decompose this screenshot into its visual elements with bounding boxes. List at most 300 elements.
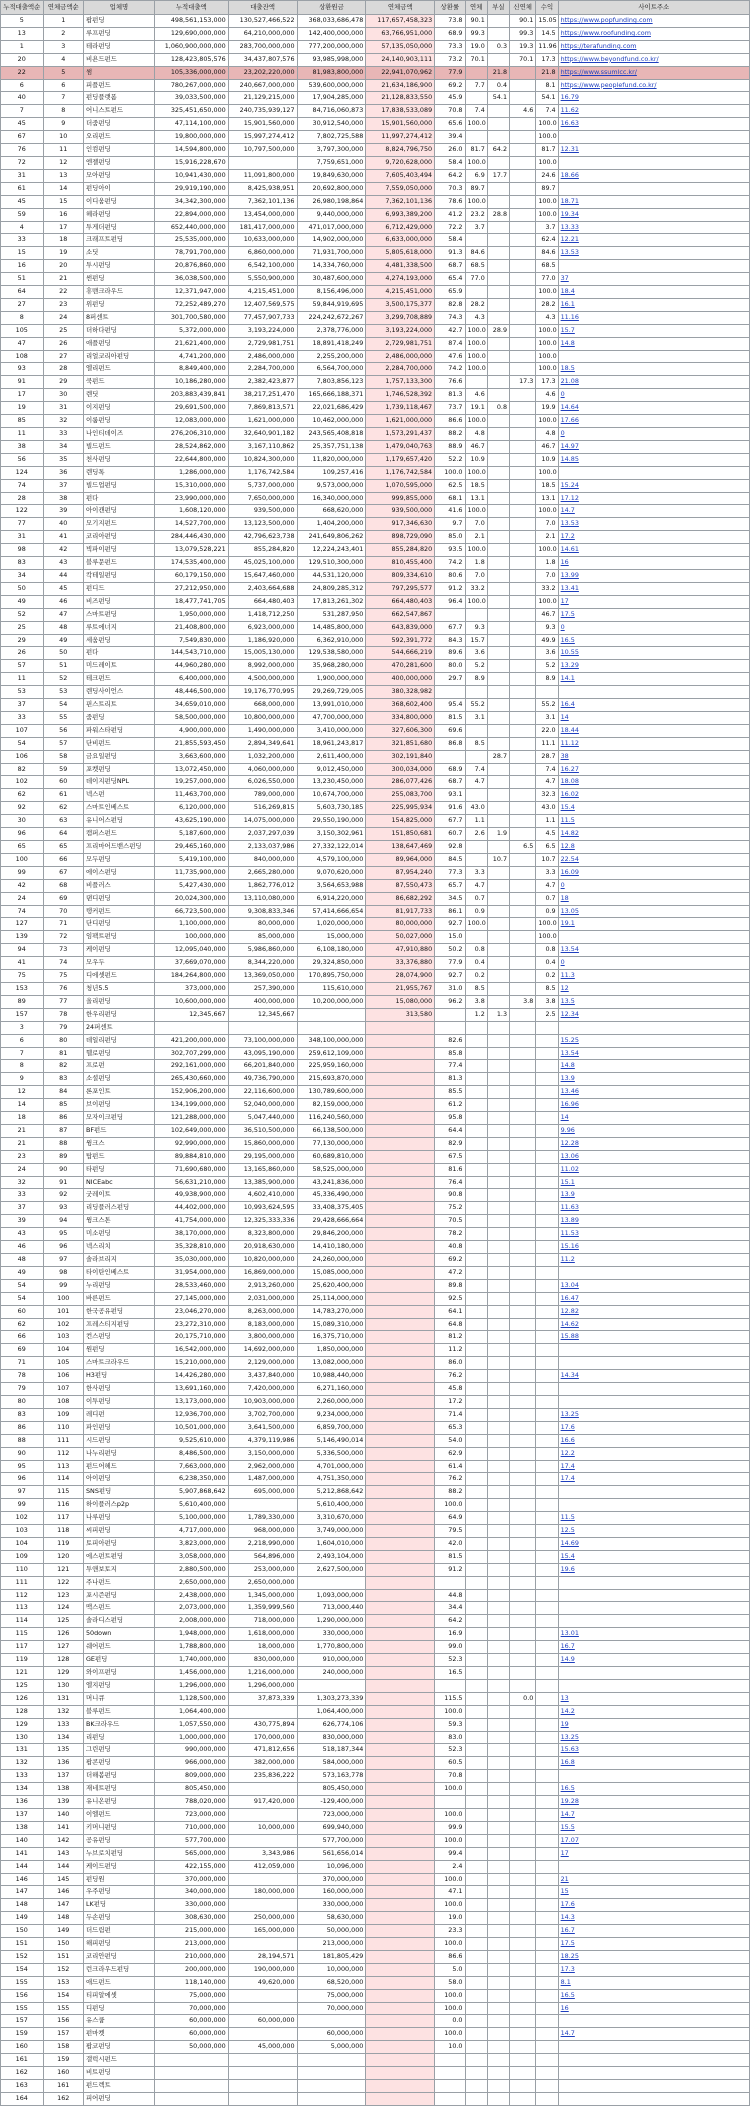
site-url-link[interactable]: 14.9 xyxy=(558,1654,749,1667)
site-url-link[interactable]: 13.9 xyxy=(558,1073,749,1086)
site-url-link[interactable] xyxy=(558,1860,749,1873)
table-cell: 75 xyxy=(1,970,44,983)
site-url-link[interactable]: 15.63 xyxy=(558,1744,749,1757)
site-url-link[interactable] xyxy=(558,1021,749,1034)
site-url-link[interactable] xyxy=(558,260,749,273)
table-cell: 4.6 xyxy=(536,389,558,402)
table-cell: 100.0 xyxy=(536,337,558,350)
site-url-link[interactable]: 16.7 xyxy=(558,1925,749,1938)
table-cell xyxy=(366,1189,435,1202)
site-url-link[interactable]: 15.24 xyxy=(558,479,749,492)
site-url-link[interactable]: 12.2 xyxy=(558,1447,749,1460)
site-url-link[interactable]: 38 xyxy=(558,750,749,763)
table-cell: 90 xyxy=(43,1163,83,1176)
table-row xyxy=(1,40,750,53)
site-url-link[interactable]: 12.5 xyxy=(558,1525,749,1538)
site-url-link[interactable]: 13.5 xyxy=(558,995,749,1008)
site-url-link[interactable]: 11.02 xyxy=(558,1163,749,1176)
table-cell: 13,165,860,000 xyxy=(228,1163,297,1176)
site-url-link[interactable]: 19.6 xyxy=(558,1563,749,1576)
site-url-link[interactable]: https://www.beyondfund.co.kr/ xyxy=(558,53,749,66)
table-cell xyxy=(536,1912,558,1925)
table-row xyxy=(1,1124,750,1137)
table-cell xyxy=(465,1292,487,1305)
table-cell xyxy=(536,1834,558,1847)
table-cell: 컨스펀딩 xyxy=(83,1331,154,1344)
site-url-link[interactable]: 22.54 xyxy=(558,853,749,866)
table-cell xyxy=(366,1550,435,1563)
table-cell xyxy=(228,1499,297,1512)
table-cell: 0.8 xyxy=(465,944,487,957)
table-cell xyxy=(487,1189,509,1202)
site-url-link[interactable]: 17.2 xyxy=(558,531,749,544)
table-row xyxy=(1,1176,750,1189)
site-url-link[interactable]: https://www.roofunding.com xyxy=(558,27,749,40)
table-cell: 25,357,751,138 xyxy=(297,440,366,453)
site-url-link[interactable]: 16.63 xyxy=(558,118,749,131)
table-cell xyxy=(536,1034,558,1047)
table-cell: 7 xyxy=(43,92,83,105)
site-url-link[interactable]: 13.54 xyxy=(558,944,749,957)
table-cell: 29,195,000,000 xyxy=(228,1150,297,1163)
table-cell xyxy=(536,2080,558,2093)
site-url-link[interactable] xyxy=(558,2041,749,2054)
table-cell: 1,176,742,584 xyxy=(228,466,297,479)
site-url-link[interactable]: 16.09 xyxy=(558,866,749,879)
table-cell xyxy=(510,699,536,712)
table-cell: 10 xyxy=(43,131,83,144)
table-cell: 577,700,000 xyxy=(154,1834,228,1847)
table-cell xyxy=(366,1899,435,1912)
site-url-link[interactable] xyxy=(558,1357,749,1370)
site-url-link[interactable]: https://www.peoplefund.co.kr/ xyxy=(558,79,749,92)
site-url-link[interactable]: 17.12 xyxy=(558,492,749,505)
site-url-link[interactable] xyxy=(558,2067,749,2080)
table-cell: 77.0 xyxy=(536,273,558,286)
site-url-link[interactable]: 15.4 xyxy=(558,1550,749,1563)
table-cell: 모자이크펀딩 xyxy=(83,1112,154,1125)
site-url-link[interactable]: 12.28 xyxy=(558,1137,749,1150)
site-url-link[interactable]: 15 xyxy=(558,1886,749,1899)
table-cell: 81.7 xyxy=(465,144,487,157)
table-cell: 120 xyxy=(43,1550,83,1563)
table-cell xyxy=(366,1292,435,1305)
table-cell: 66,201,840,000 xyxy=(228,1060,297,1073)
table-cell: 340,000,000 xyxy=(154,1886,228,1899)
site-url-link[interactable]: 14.7 xyxy=(558,505,749,518)
site-url-link[interactable]: 13.46 xyxy=(558,1086,749,1099)
table-cell: 200,000,000 xyxy=(154,1963,228,1976)
site-url-link[interactable] xyxy=(558,1395,749,1408)
table-cell xyxy=(510,1550,536,1563)
site-url-link[interactable]: 12.21 xyxy=(558,234,749,247)
table-cell: 88 xyxy=(43,1137,83,1150)
site-url-link[interactable]: 0 xyxy=(558,957,749,970)
table-cell: 72 xyxy=(43,931,83,944)
table-cell: 190,000,000 xyxy=(228,1963,297,1976)
site-url-link[interactable]: 13.06 xyxy=(558,1150,749,1163)
table-cell: 100.0 xyxy=(536,131,558,144)
table-cell: 6,859,700,000 xyxy=(297,1421,366,1434)
site-url-link[interactable]: 18.08 xyxy=(558,776,749,789)
table-cell: 30,487,600,000 xyxy=(297,273,366,286)
table-cell xyxy=(435,608,465,621)
site-url-link[interactable]: 16.1 xyxy=(558,298,749,311)
site-url-link[interactable]: 13.29 xyxy=(558,660,749,673)
table-cell: 50,000,000 xyxy=(154,2041,228,2054)
site-url-link[interactable]: 11.2 xyxy=(558,1254,749,1267)
site-url-link[interactable] xyxy=(558,931,749,944)
site-url-link[interactable]: 15.5 xyxy=(558,1821,749,1834)
site-url-link[interactable]: 16.5 xyxy=(558,1783,749,1796)
site-url-link[interactable] xyxy=(558,1602,749,1615)
table-cell: 14 xyxy=(43,182,83,195)
site-url-link[interactable]: 14.7 xyxy=(558,2028,749,2041)
site-url-link[interactable]: 14.62 xyxy=(558,1318,749,1331)
site-url-link[interactable]: 17.07 xyxy=(558,1834,749,1847)
site-url-link[interactable]: 18.25 xyxy=(558,1950,749,1963)
table-cell xyxy=(487,1718,509,1731)
site-url-link[interactable]: 14.3 xyxy=(558,1912,749,1925)
site-url-link[interactable]: 17.6 xyxy=(558,1421,749,1434)
site-url-link[interactable]: 16.27 xyxy=(558,763,749,776)
table-cell: 35,968,280,000 xyxy=(297,660,366,673)
site-url-link[interactable]: 16.8 xyxy=(558,1757,749,1770)
table-cell: 포시즌펀딩 xyxy=(83,1589,154,1602)
site-url-link[interactable]: 10.55 xyxy=(558,647,749,660)
site-url-link[interactable]: 16.79 xyxy=(558,92,749,105)
site-url-link[interactable]: 12.8 xyxy=(558,841,749,854)
table-cell: 37,669,070,000 xyxy=(154,957,228,970)
table-cell: 9 xyxy=(43,118,83,131)
site-url-link[interactable]: 0 xyxy=(558,879,749,892)
site-url-link[interactable]: 17.4 xyxy=(558,1473,749,1486)
table-cell: 1.1 xyxy=(536,815,558,828)
table-cell xyxy=(487,1408,509,1421)
site-url-link[interactable]: 16.5 xyxy=(558,634,749,647)
site-url-link[interactable]: 13.54 xyxy=(558,1047,749,1060)
site-url-link[interactable]: https://terafunding.com xyxy=(558,40,749,53)
site-url-link[interactable]: 17.5 xyxy=(558,608,749,621)
table-cell xyxy=(536,1718,558,1731)
site-url-link[interactable]: 16.02 xyxy=(558,789,749,802)
site-url-link[interactable]: 15.88 xyxy=(558,1331,749,1344)
table-cell: 100.0 xyxy=(435,466,465,479)
site-url-link[interactable]: 16 xyxy=(558,557,749,570)
table-cell: 141 xyxy=(1,1847,44,1860)
table-cell: 1,032,200,000 xyxy=(228,750,297,763)
table-cell: 43,241,836,000 xyxy=(297,1176,366,1189)
site-url-link[interactable]: 13.53 xyxy=(558,518,749,531)
site-url-link[interactable]: 18.5 xyxy=(558,363,749,376)
table-cell: 64.9 xyxy=(435,1512,465,1525)
table-cell: 시드펀딩 xyxy=(83,1434,154,1447)
site-url-link[interactable]: 13.25 xyxy=(558,1731,749,1744)
table-cell: 58,525,000,000 xyxy=(297,1163,366,1176)
site-url-link[interactable]: 13.25 xyxy=(558,1408,749,1421)
site-url-link[interactable]: 8.1 xyxy=(558,1976,749,1989)
table-cell: 301,700,580,000 xyxy=(154,311,228,324)
site-url-link[interactable] xyxy=(558,466,749,479)
site-url-link[interactable]: 13.89 xyxy=(558,1215,749,1228)
table-cell xyxy=(487,531,509,544)
table-cell: 662,547,867 xyxy=(366,608,435,621)
table-cell xyxy=(465,1925,487,1938)
site-url-link[interactable]: 15.25 xyxy=(558,1034,749,1047)
site-url-link[interactable] xyxy=(558,1576,749,1589)
table-cell xyxy=(465,1112,487,1125)
site-url-link[interactable] xyxy=(558,182,749,195)
table-cell xyxy=(510,2002,536,2015)
table-cell: 150 xyxy=(1,1925,44,1938)
site-url-link[interactable]: 17.5 xyxy=(558,1938,749,1951)
site-url-link[interactable]: 18.66 xyxy=(558,169,749,182)
table-cell xyxy=(366,1395,435,1408)
site-url-link[interactable]: 14.8 xyxy=(558,337,749,350)
table-cell: -129,400,000 xyxy=(297,1796,366,1809)
site-url-link[interactable] xyxy=(558,156,749,169)
site-url-link[interactable]: 17.6 xyxy=(558,1899,749,1912)
site-url-link[interactable]: https://www.ssumlcc.kr/ xyxy=(558,66,749,79)
site-url-link[interactable]: 21 xyxy=(558,1873,749,1886)
site-url-link[interactable]: 15.4 xyxy=(558,802,749,815)
table-cell: 368,602,400 xyxy=(366,699,435,712)
table-cell xyxy=(536,1305,558,1318)
table-row xyxy=(1,286,750,299)
table-row xyxy=(1,350,750,363)
table-cell xyxy=(487,789,509,802)
site-url-link[interactable]: 11.53 xyxy=(558,1228,749,1241)
site-url-link[interactable] xyxy=(558,1667,749,1680)
site-url-link[interactable]: 15.16 xyxy=(558,1241,749,1254)
table-cell: 56 xyxy=(1,453,44,466)
table-cell xyxy=(487,195,509,208)
table-cell xyxy=(487,686,509,699)
site-url-link[interactable]: 16 xyxy=(558,2002,749,2015)
table-cell: 1 xyxy=(43,15,83,28)
table-cell: 111 xyxy=(1,1576,44,1589)
table-cell xyxy=(228,1989,297,2002)
table-cell: 38,170,000,000 xyxy=(154,1228,228,1241)
table-cell xyxy=(228,2028,297,2041)
table-cell: 147 xyxy=(43,1899,83,1912)
site-url-link[interactable]: 13.41 xyxy=(558,582,749,595)
table-row xyxy=(1,815,750,828)
site-url-link[interactable] xyxy=(558,131,749,144)
table-row xyxy=(1,866,750,879)
site-url-link[interactable]: 11.5 xyxy=(558,1512,749,1525)
table-row xyxy=(1,1215,750,1228)
table-cell: 83 xyxy=(1,1408,44,1421)
site-url-link[interactable]: 14.97 xyxy=(558,440,749,453)
site-url-link[interactable]: 17 xyxy=(558,595,749,608)
site-url-link[interactable] xyxy=(558,1344,749,1357)
table-cell: 47 xyxy=(1,337,44,350)
table-cell xyxy=(366,1537,435,1550)
table-cell: 100.0 xyxy=(536,118,558,131)
site-url-link[interactable]: 16.6 xyxy=(558,1434,749,1447)
site-url-link[interactable] xyxy=(558,1266,749,1279)
site-url-link[interactable]: 13.9 xyxy=(558,1189,749,1202)
site-url-link[interactable]: 19.1 xyxy=(558,918,749,931)
table-cell: 21,408,800,000 xyxy=(154,621,228,634)
table-cell: 18 xyxy=(1,1112,44,1125)
site-url-link[interactable] xyxy=(558,1679,749,1692)
table-cell xyxy=(487,582,509,595)
table-cell: 370,000,000 xyxy=(297,1873,366,1886)
site-url-link[interactable]: 13.33 xyxy=(558,221,749,234)
table-cell: 284,446,430,000 xyxy=(154,531,228,544)
site-url-link[interactable]: 12 xyxy=(558,982,749,995)
table-cell: 29 xyxy=(1,634,44,647)
site-url-link[interactable]: 13 xyxy=(558,1692,749,1705)
site-url-link[interactable]: 12.34 xyxy=(558,1008,749,1021)
site-url-link[interactable]: 18.71 xyxy=(558,195,749,208)
table-cell: 58.4 xyxy=(435,156,465,169)
site-url-link[interactable]: 14.69 xyxy=(558,1537,749,1550)
site-url-link[interactable] xyxy=(558,2054,749,2067)
table-cell: 5,550,900,000 xyxy=(228,273,297,286)
site-url-link[interactable] xyxy=(558,686,749,699)
table-cell xyxy=(465,1318,487,1331)
table-cell: 44,402,000,000 xyxy=(154,1202,228,1215)
table-cell: 19 xyxy=(43,247,83,260)
table-cell: 한우리펀딩 xyxy=(83,1008,154,1021)
site-url-link[interactable]: 14.64 xyxy=(558,402,749,415)
site-url-link[interactable]: 11.5 xyxy=(558,815,749,828)
site-url-link[interactable] xyxy=(558,1499,749,1512)
table-cell: 케이드펀딩 xyxy=(83,1860,154,1873)
site-url-link[interactable]: 13.53 xyxy=(558,247,749,260)
site-url-link[interactable]: 19 xyxy=(558,1718,749,1731)
site-url-link[interactable]: 14 xyxy=(558,711,749,724)
table-cell: 10,501,000,000 xyxy=(154,1421,228,1434)
site-url-link[interactable]: 16.96 xyxy=(558,1099,749,1112)
site-url-link[interactable] xyxy=(558,1770,749,1783)
table-cell: 109 xyxy=(1,1550,44,1563)
site-url-link[interactable]: 13.01 xyxy=(558,1628,749,1641)
site-url-link[interactable]: 37 xyxy=(558,273,749,286)
site-url-link[interactable] xyxy=(558,350,749,363)
table-cell xyxy=(228,2080,297,2093)
table-cell: 28 xyxy=(43,363,83,376)
table-cell xyxy=(366,1808,435,1821)
table-cell: 96.4 xyxy=(435,595,465,608)
table-cell: 20,876,860,000 xyxy=(154,260,228,273)
table-cell: 5.0 xyxy=(435,1963,465,1976)
table-cell: 100.0 xyxy=(435,1834,465,1847)
site-url-link[interactable]: 11.63 xyxy=(558,1202,749,1215)
site-url-link[interactable]: 0 xyxy=(558,621,749,634)
site-url-link[interactable]: 16.47 xyxy=(558,1292,749,1305)
table-cell: 121,288,000,000 xyxy=(154,1112,228,1125)
table-cell xyxy=(487,970,509,983)
table-cell: 프로펀 xyxy=(83,1060,154,1073)
site-url-link[interactable] xyxy=(558,2015,749,2028)
site-url-link[interactable]: 11.3 xyxy=(558,970,749,983)
site-url-link[interactable]: 14 xyxy=(558,1112,749,1125)
site-url-link[interactable]: 18.4 xyxy=(558,286,749,299)
site-url-link[interactable] xyxy=(558,1615,749,1628)
site-url-link[interactable]: 14.34 xyxy=(558,1370,749,1383)
site-url-link[interactable]: 0 xyxy=(558,389,749,402)
site-url-link[interactable]: 14.8 xyxy=(558,1060,749,1073)
table-row xyxy=(1,1099,750,1112)
site-url-link[interactable] xyxy=(558,2092,749,2105)
site-url-link[interactable]: 14.82 xyxy=(558,828,749,841)
site-url-link[interactable]: 17.66 xyxy=(558,415,749,428)
site-url-link[interactable]: 13.05 xyxy=(558,905,749,918)
table-cell: 10,797,500,000 xyxy=(228,144,297,157)
table-cell xyxy=(487,1086,509,1099)
site-url-link[interactable]: 21.08 xyxy=(558,376,749,389)
table-cell xyxy=(510,428,536,441)
site-url-link[interactable]: 17.4 xyxy=(558,1460,749,1473)
site-url-link[interactable]: 15.7 xyxy=(558,324,749,337)
site-url-link[interactable]: 13.99 xyxy=(558,569,749,582)
site-url-link[interactable]: 0 xyxy=(558,428,749,441)
site-url-link[interactable]: 17.3 xyxy=(558,1963,749,1976)
site-url-link[interactable]: 14.1 xyxy=(558,673,749,686)
table-cell xyxy=(510,1976,536,1989)
site-url-link[interactable]: 16.7 xyxy=(558,1641,749,1654)
table-cell xyxy=(366,2067,435,2080)
site-url-link[interactable]: 13.04 xyxy=(558,1279,749,1292)
site-url-link[interactable]: 16.5 xyxy=(558,1989,749,2002)
table-cell: 10.9 xyxy=(465,453,487,466)
table-cell xyxy=(510,970,536,983)
site-url-link[interactable]: 14.2 xyxy=(558,1705,749,1718)
table-cell xyxy=(465,1202,487,1215)
site-url-link[interactable] xyxy=(558,2080,749,2093)
site-url-link[interactable]: 11.12 xyxy=(558,737,749,750)
table-cell: 65.4 xyxy=(435,273,465,286)
table-cell: 6,362,910,000 xyxy=(297,634,366,647)
site-url-link[interactable]: https://www.popfunding.com xyxy=(558,15,749,28)
table-row xyxy=(1,105,750,118)
table-cell: 4.6 xyxy=(510,105,536,118)
site-url-link[interactable]: 11.16 xyxy=(558,311,749,324)
table-cell: 100.0 xyxy=(435,1499,465,1512)
site-url-link[interactable]: 19.28 xyxy=(558,1796,749,1809)
table-cell: 15,916,228,670 xyxy=(154,156,228,169)
site-url-link[interactable]: 12.82 xyxy=(558,1305,749,1318)
site-url-link[interactable]: 16.4 xyxy=(558,699,749,712)
table-cell: 100.0 xyxy=(435,1783,465,1796)
table-cell xyxy=(487,389,509,402)
table-cell xyxy=(536,1925,558,1938)
table-cell xyxy=(487,1434,509,1447)
table-cell xyxy=(510,1808,536,1821)
site-url-link[interactable]: 18 xyxy=(558,892,749,905)
table-cell xyxy=(536,1744,558,1757)
site-url-link[interactable]: 11.62 xyxy=(558,105,749,118)
site-url-link[interactable] xyxy=(558,1589,749,1602)
table-cell: 썬펀딩 xyxy=(83,273,154,286)
site-url-link[interactable]: 14.61 xyxy=(558,544,749,557)
site-url-link[interactable]: 15.1 xyxy=(558,1176,749,1189)
site-url-link[interactable] xyxy=(558,1486,749,1499)
table-row xyxy=(1,440,750,453)
site-url-link[interactable] xyxy=(558,1383,749,1396)
site-url-link[interactable]: 19.34 xyxy=(558,208,749,221)
site-url-link[interactable]: 14.7 xyxy=(558,1808,749,1821)
site-url-link[interactable]: 17 xyxy=(558,1847,749,1860)
site-url-link[interactable]: 14.85 xyxy=(558,453,749,466)
site-url-link[interactable]: 18.44 xyxy=(558,724,749,737)
site-url-link[interactable]: 12.31 xyxy=(558,144,749,157)
site-url-link[interactable]: 9.96 xyxy=(558,1124,749,1137)
